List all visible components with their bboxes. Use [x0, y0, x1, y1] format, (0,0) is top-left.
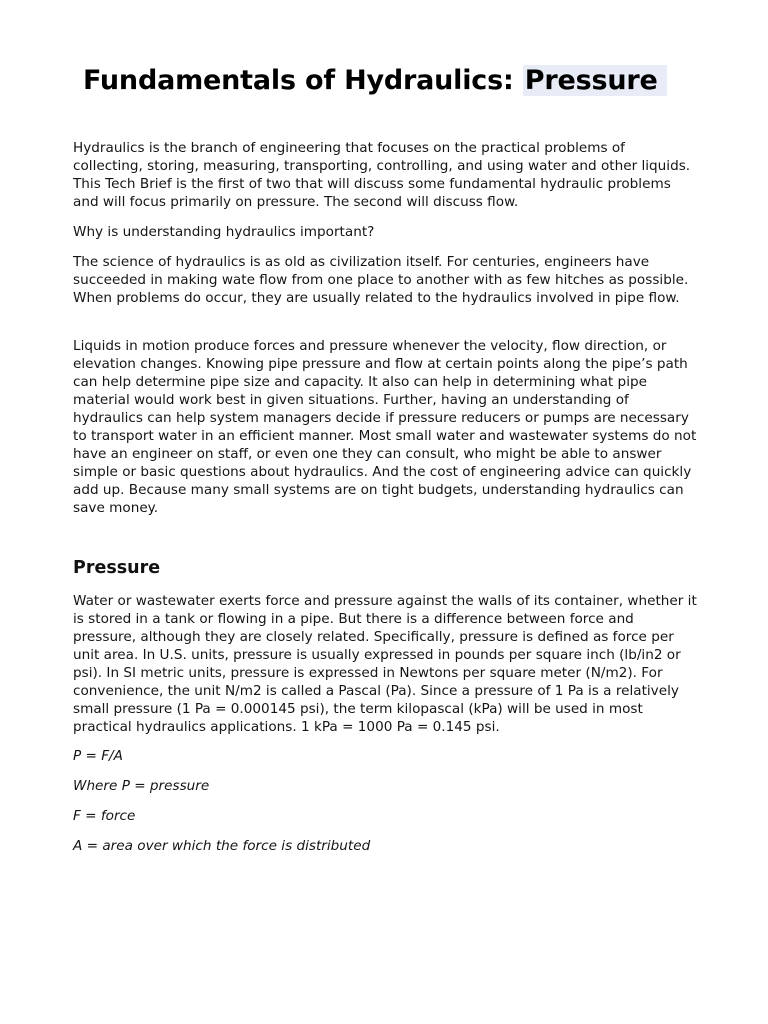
liquids-paragraph: Liquids in motion produce forces and pressure whenever the velocity, flow direction, or elevation changes. Knowing pipe pressure and flow at certain points along the pipe’s path can help determine pipe size and capacity. It also can help in determining what pipe material would work best in given situations. Further, having an understanding of hydraulics can help system managers decide if pressure reducers or pumps are necessary to transport water in an efficient manner. Most small water and wastewater systems do not have an engineer on staff, or even one they can consult, who might be able to answer simple or basic questions about hydraulics. And the cost of engineering advice can quickly add up. Because many small systems are on tight budgets, understanding hydraulics can save money. — [73, 338, 697, 516]
title-main-text: Fundamentals of Hydraulics: — [83, 65, 523, 96]
formula-definition-f: F = force — [73, 808, 136, 824]
formula-definition-p: Where P = pressure — [73, 778, 210, 794]
pressure-paragraph: Water or wastewater exerts force and pressure against the walls of its container, whether it is stored in a tank or flowing in a pipe. But there is a difference between force and pressure, although they are closely related. Specifically, pressure is defined as force per unit area. In U.S. units, pressure is usually expressed in pounds per square inch (lb/in2 or psi). In SI metric units, pressure is expressed in Newtons per square meter (N/m2). For convenience, the unit N/m2 is called a Pascal (Pa). Since a pressure of 1 Pa is a relatively small pressure (1 Pa = 0.000145 psi), the term kilopascal (kPa) will be used in most practical hydraulics applications. 1 kPa = 1000 Pa = 0.145 psi. — [73, 593, 697, 735]
formula-definition-a: A = area over which the force is distributed — [73, 838, 371, 854]
history-paragraph: The science of hydraulics is as old as civilization itself. For centuries, engineers have succeeded in making wate flow from one place to another with as few hitches as possible. When problems do occur, they are usually related to the hydraulics involved in pipe flow. — [73, 254, 689, 306]
question-line: Why is understanding hydraulics important? — [73, 224, 375, 240]
title-highlighted-word: Pressure — [523, 65, 667, 96]
section-heading-pressure: Pressure — [73, 558, 161, 578]
formula-line: P = F/A — [73, 748, 123, 764]
document-title — [83, 63, 667, 99]
intro-paragraph: Hydraulics is the branch of engineering that focuses on the practical problems of collecting, storing, measuring, transporting, controlling, and using water and other liquids. This Tech Brief is the first of two that will discuss some fundamental hydraulic problems and will focus primarily on pressure. The second will discuss flow. — [73, 140, 691, 210]
